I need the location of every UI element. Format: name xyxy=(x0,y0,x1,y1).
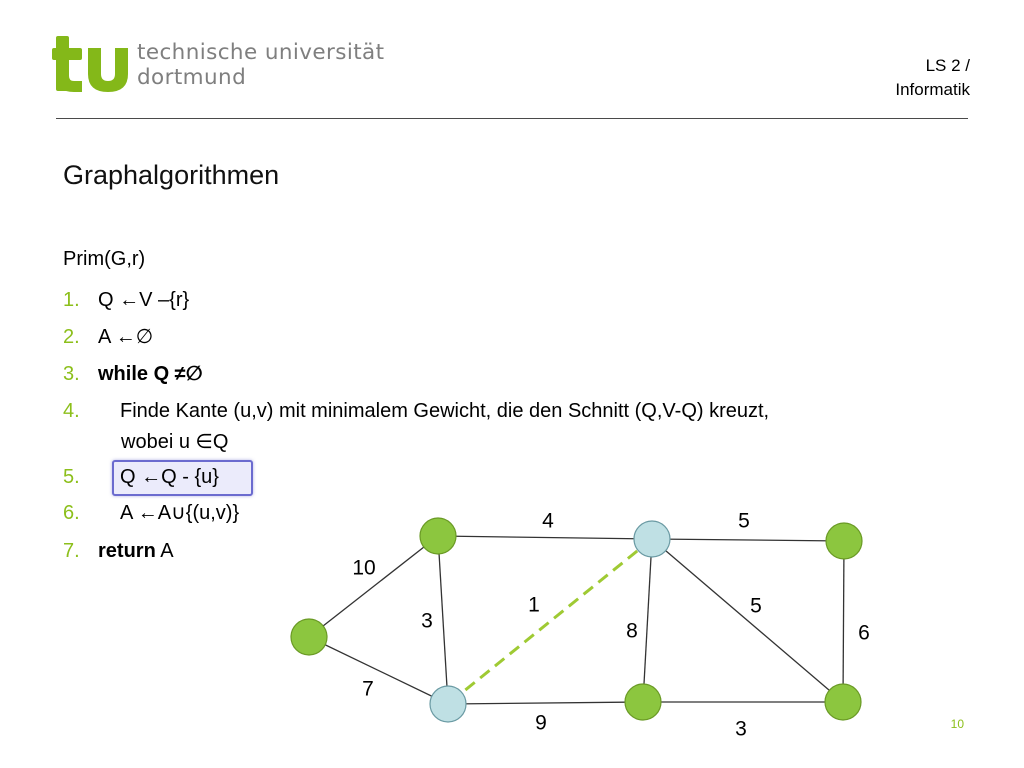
page-number: 10 xyxy=(950,717,964,731)
edge-weight-c-f: 8 xyxy=(626,619,638,643)
logo-line-1: technische universität xyxy=(137,40,385,65)
edge-weight-c-g: 5 xyxy=(750,594,762,618)
edge-b-e xyxy=(438,536,448,704)
step-number: 5. xyxy=(63,466,80,488)
step-text: A xyxy=(155,540,174,562)
edge-c-g xyxy=(652,539,843,702)
slide-title: Graphalgorithmen xyxy=(63,160,280,190)
edge-a-e xyxy=(309,637,448,704)
algorithm-heading: Prim(G,r) xyxy=(63,248,146,270)
logo-line-2: dortmund xyxy=(137,65,247,90)
graph-node-d xyxy=(826,523,862,559)
graph-node-g xyxy=(825,684,861,720)
edge-e-f xyxy=(448,702,643,704)
graph-node-c xyxy=(634,521,670,557)
chair-line-1: LS 2 / xyxy=(925,56,970,75)
chair-line-2: Informatik xyxy=(895,80,970,99)
edge-weight-a-b: 10 xyxy=(352,556,376,580)
algorithm-step-4-continuation: wobei u ∈Q xyxy=(121,431,229,453)
edge-d-g xyxy=(843,541,844,702)
edge-a-b xyxy=(309,536,438,637)
edge-c-f xyxy=(643,539,652,702)
step-number: 6. xyxy=(63,502,80,524)
graph-node-a xyxy=(291,619,327,655)
edge-weight-d-g: 6 xyxy=(858,621,870,645)
step-text: A ←∅ xyxy=(98,326,154,348)
edge-weight-f-g: 3 xyxy=(735,717,747,741)
step-number: 3. xyxy=(63,363,80,385)
edge-c-d xyxy=(652,539,844,541)
edge-weight-b-c: 4 xyxy=(542,509,554,533)
step-text: Finde Kante (u,v) mit minimalem Gewicht, die den Schnitt (Q,V-Q) kreuzt, xyxy=(120,400,770,422)
graph-node-f xyxy=(625,684,661,720)
step-text: Q ≠∅ xyxy=(148,363,203,385)
step-number: 7. xyxy=(63,540,80,562)
edge-b-c xyxy=(438,536,652,539)
step-text: Q ←V –{r} xyxy=(98,289,190,311)
edge-weight-b-e: 3 xyxy=(421,609,433,633)
step-number: 2. xyxy=(63,326,80,348)
edge-weight-a-e: 7 xyxy=(362,677,374,701)
edge-weight-c-d: 5 xyxy=(738,509,750,533)
graph-node-e xyxy=(430,686,466,722)
edge-c-e xyxy=(448,539,652,704)
step-keyword: while xyxy=(98,363,149,385)
step-keyword: return xyxy=(98,540,156,562)
edge-weight-e-f: 9 xyxy=(535,711,547,735)
step-number: 4. xyxy=(63,400,80,422)
step-text: Q ←Q - {u} xyxy=(120,466,219,488)
graph-node-b xyxy=(420,518,456,554)
step-text: A ←A∪{(u,v)} xyxy=(120,502,240,524)
step-number: 1. xyxy=(63,289,80,311)
edge-weight-c-e: 1 xyxy=(528,593,540,617)
